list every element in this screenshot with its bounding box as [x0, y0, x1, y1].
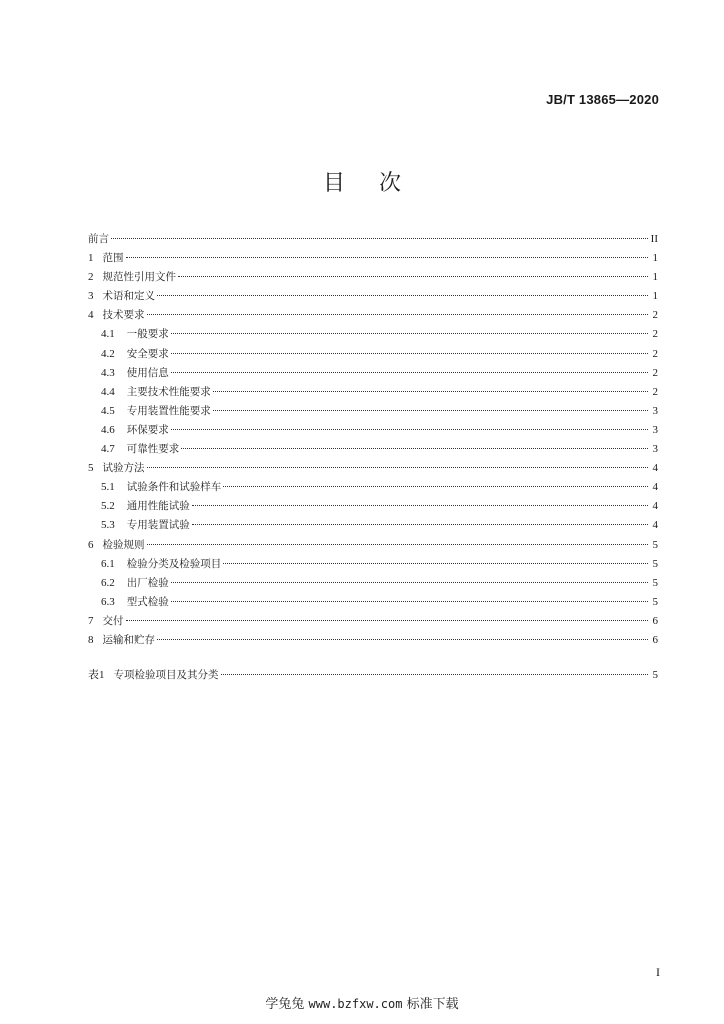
toc-entry[interactable]: [88, 612, 658, 631]
toc-entry-number: 7: [88, 614, 94, 627]
toc-entry-page: 2: [652, 385, 658, 398]
toc-dot-leader: [221, 674, 649, 675]
toc-dot-leader: [171, 372, 648, 373]
toc-entry-label: 专用装置性能要求: [126, 404, 211, 417]
toc-entry[interactable]: [88, 574, 658, 593]
toc-title: 目次: [322, 171, 435, 196]
toc-dot-leader: [126, 620, 649, 621]
toc-entry-number: 8: [88, 633, 94, 646]
toc-entry-page: 6: [652, 614, 658, 627]
toc-entry-number: 5: [88, 462, 94, 475]
toc-entry[interactable]: [88, 440, 658, 459]
toc-dot-leader: [147, 467, 649, 468]
toc-entry-label: 型式检验: [126, 595, 169, 608]
toc-dot-leader: [171, 333, 648, 334]
toc-entry-page: 1: [652, 290, 658, 303]
toc-entry-number: 4.1: [101, 328, 115, 341]
toc-entry-page: 3: [652, 404, 658, 417]
toc-entry-number: 6.1: [101, 557, 115, 570]
toc-entry-page: 5: [652, 595, 658, 608]
toc-dot-leader: [213, 410, 648, 411]
toc-dot-leader: [223, 563, 648, 564]
toc-entry-label: 检验规则: [102, 538, 145, 551]
toc-entry-label: 规范性引用文件: [102, 271, 176, 284]
toc-entry-number: 6.3: [101, 595, 115, 608]
toc-entry[interactable]: [88, 364, 658, 383]
toc-entry-label: 试验方法: [102, 462, 145, 475]
toc-entry-label: 安全要求: [126, 347, 169, 360]
toc-entry-label: 范围: [102, 252, 124, 265]
toc-entry-label: 运输和贮存: [102, 633, 155, 646]
toc-dot-leader: [181, 448, 648, 449]
toc-entry-number: 5.1: [101, 481, 115, 494]
toc-entry-page: 5: [652, 669, 658, 681]
toc-dot-leader: [157, 295, 648, 296]
toc-entry[interactable]: [88, 631, 658, 650]
toc-entry[interactable]: [88, 345, 658, 364]
toc-entry-label: 一般要求: [126, 328, 169, 341]
toc-dot-leader: [147, 544, 649, 545]
toc-dot-leader: [126, 257, 649, 258]
toc-entry-page: 5: [652, 576, 658, 589]
toc-entry-number: 6: [88, 538, 94, 551]
toc-entry-label: 检验分类及检验项目: [126, 557, 222, 570]
toc-dot-leader: [171, 429, 648, 430]
table-of-contents: [88, 230, 658, 650]
toc-entry[interactable]: [88, 555, 658, 574]
page-number: I: [656, 965, 660, 979]
toc-entry-page: 4: [652, 481, 658, 494]
watermark-url[interactable]: www.bzfxw.com: [308, 997, 403, 1011]
toc-dot-leader: [192, 505, 648, 506]
toc-dot-leader: [171, 353, 648, 354]
toc-entry-number: 4.5: [101, 404, 115, 417]
toc-entry-number: 表1: [88, 669, 105, 681]
toc-dot-leader: [171, 582, 648, 583]
toc-dot-leader: [147, 314, 649, 315]
document-code: JB/T 13865—2020: [546, 92, 659, 107]
toc-entry-page: 4: [652, 462, 658, 475]
toc-entry-number: 3: [88, 290, 94, 303]
toc-dot-leader: [192, 524, 648, 525]
toc-entry[interactable]: [88, 383, 658, 402]
toc-entry-page: 4: [652, 500, 658, 513]
table-entry[interactable]: [88, 666, 658, 685]
toc-entry-number: 4.3: [101, 366, 115, 379]
toc-entry[interactable]: [88, 593, 658, 612]
toc-entry[interactable]: [88, 306, 658, 325]
toc-entry-page: 1: [652, 271, 658, 284]
toc-entry-page: 2: [652, 309, 658, 322]
toc-entry[interactable]: [88, 402, 658, 421]
toc-entry-page: 2: [652, 328, 658, 341]
toc-dot-leader: [223, 486, 648, 487]
toc-entry[interactable]: [88, 516, 658, 535]
toc-entry[interactable]: [88, 249, 658, 268]
toc-entry-page: 6: [652, 633, 658, 646]
toc-entry-number: 4.6: [101, 423, 115, 436]
toc-entry[interactable]: [88, 478, 658, 497]
toc-entry-number: 5.2: [101, 500, 115, 513]
toc-entry[interactable]: [88, 230, 658, 249]
toc-entry-label: 术语和定义: [102, 290, 155, 303]
toc-entry-number: 4.4: [101, 385, 115, 398]
toc-entry-label: 试验条件和试验样车: [126, 481, 222, 494]
toc-entry-label: 通用性能试验: [126, 500, 190, 513]
watermark-site: 学兔兔: [265, 997, 305, 1012]
toc-entry-page: 3: [652, 423, 658, 436]
toc-entry-label: 交付: [102, 614, 124, 627]
toc-entry-page: 1: [652, 252, 658, 265]
toc-entry-label: 前言: [88, 233, 109, 245]
toc-dot-leader: [178, 276, 648, 277]
toc-entry-label: 环保要求: [126, 423, 169, 436]
toc-entry-label: 专项检验项目及其分类: [113, 669, 219, 681]
toc-entry[interactable]: [88, 421, 658, 440]
watermark: [0, 993, 724, 1012]
table-list: [88, 666, 658, 685]
watermark-text: 标准下载: [406, 997, 459, 1012]
toc-dot-leader: [157, 639, 648, 640]
toc-entry-number: 4.7: [101, 443, 115, 456]
toc-entry-number: 4.2: [101, 347, 115, 360]
toc-entry-label: 主要技术性能要求: [126, 385, 211, 398]
toc-entry-label: 出厂检验: [126, 576, 169, 589]
toc-dot-leader: [171, 601, 648, 602]
toc-entry-label: 可靠性要求: [126, 443, 180, 456]
toc-entry-page: 5: [652, 557, 658, 570]
toc-entry-page: II: [650, 233, 658, 245]
toc-entry-page: 4: [652, 519, 658, 532]
toc-entry[interactable]: [88, 268, 658, 287]
toc-entry-number: 6.2: [101, 576, 115, 589]
toc-entry-number: 2: [88, 271, 94, 284]
toc-entry-page: 2: [652, 347, 658, 360]
toc-entry-number: 5.3: [101, 519, 115, 532]
toc-entry-page: 5: [652, 538, 658, 551]
toc-entry[interactable]: [88, 287, 658, 306]
toc-entry-number: 1: [88, 252, 94, 265]
toc-entry-label: 使用信息: [126, 366, 169, 379]
toc-entry-page: 3: [652, 443, 658, 456]
toc-entry[interactable]: [88, 536, 658, 555]
toc-entry[interactable]: [88, 459, 658, 478]
toc-entry[interactable]: [88, 497, 658, 516]
toc-dot-leader: [213, 391, 648, 392]
toc-entry-label: 技术要求: [102, 309, 145, 322]
toc-dot-leader: [111, 238, 648, 239]
toc-entry-label: 专用装置试验: [126, 519, 190, 532]
toc-entry-number: 4: [88, 309, 94, 322]
toc-entry[interactable]: [88, 325, 658, 344]
toc-entry-page: 2: [652, 366, 658, 379]
